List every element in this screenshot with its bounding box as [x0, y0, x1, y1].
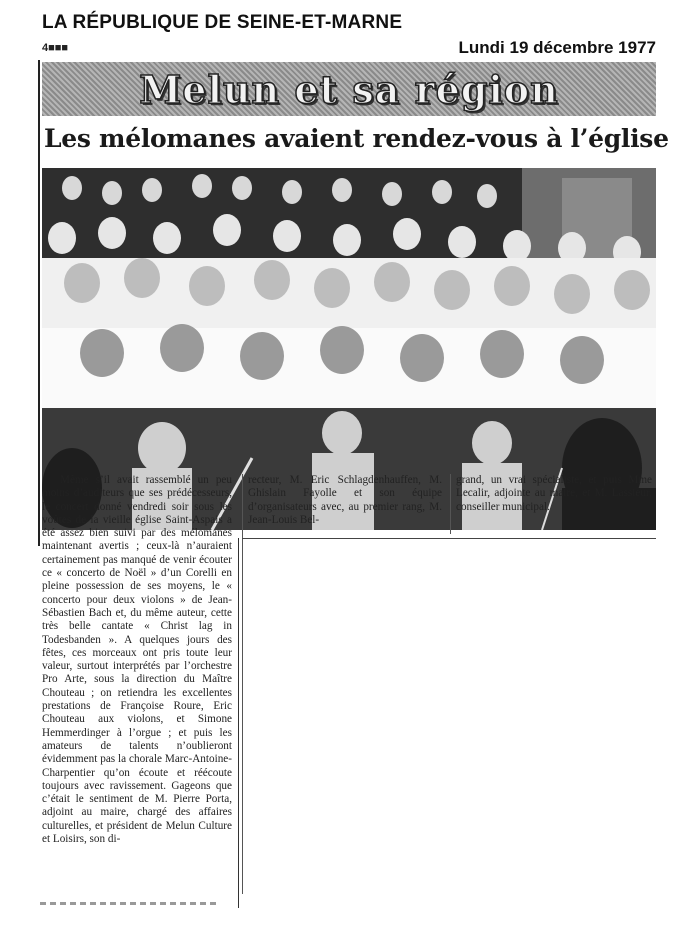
section-title: Melun et sa région — [139, 66, 559, 112]
article-column-1 — [42, 474, 232, 846]
article-headline: Les mélomanes avaient rendez-vous à l’église — [44, 124, 669, 153]
bottom-smudge — [40, 902, 220, 905]
article-column-2 — [248, 474, 442, 527]
article-paragraph: grand, un vrai spécialiste, et puis Mme Lecalir, adjointe au maire, et M. Lassieur, conseiller municipal. — [456, 474, 652, 513]
article-paragraph: Même s’il avait rassemblé un peu moins d’auditeurs que ses prédécesseurs, le concert donné vendredi soir sous les voûtes de la vieille église Saint-Aspais a été assez bien suivi par des mélomanes maintenant avertis ; ceux-là n’auraient certainement pas manqué de venir écouter ce « concerto de Noël » d’un Corelli en pleine possession de ses moyens, le « concerto pour deux violons » de Jean-Sébastien Bach et, du même auteur, cette très belle cantate « Christ lag in Todesbanden ». A quelques jours des fêtes, ces morceaux ont pris toute leur valeur, surtout interprétés par l’orchestre Pro Arte, sous la direction du Maître Chouteau ; on retiendra les excellentes prestations de Françoise Roure, Eric Chouteau aux violons, et Simone Hemmerdinger à l’orgue ; et puis les amateurs de talents n’oublieront évidemment pas la chorale Marc-Antoine-Charpentier qu’on écoute et réécoute toujours avec ravissement. Gageons que c’était le sentiment de M. Pierre Porta, adjoint au maire, chargé des affaires culturelles, et président de Melun Culture et Loisirs, son di- — [42, 474, 232, 846]
newspaper-clipping — [38, 60, 669, 922]
article-column-3 — [456, 474, 652, 514]
clipping-cut-edge — [242, 538, 656, 539]
article-paragraph: recteur, M. Eric Schlagdenhauffen, M. Ghislain Fayolle et son équipe d’organisateurs avec, au premier rang, M. Jean-Louis Bel- — [248, 474, 442, 526]
column-divider — [450, 474, 451, 534]
newspaper-masthead: LA RÉPUBLIQUE DE SEINE-ET-MARNE — [42, 12, 403, 33]
page-code: 4■■■ — [42, 42, 69, 54]
clipping-cut-edge-vertical — [238, 538, 239, 908]
section-banner — [42, 62, 656, 116]
publication-date: Lundi 19 décembre 1977 — [458, 38, 656, 57]
column-divider — [242, 474, 243, 894]
